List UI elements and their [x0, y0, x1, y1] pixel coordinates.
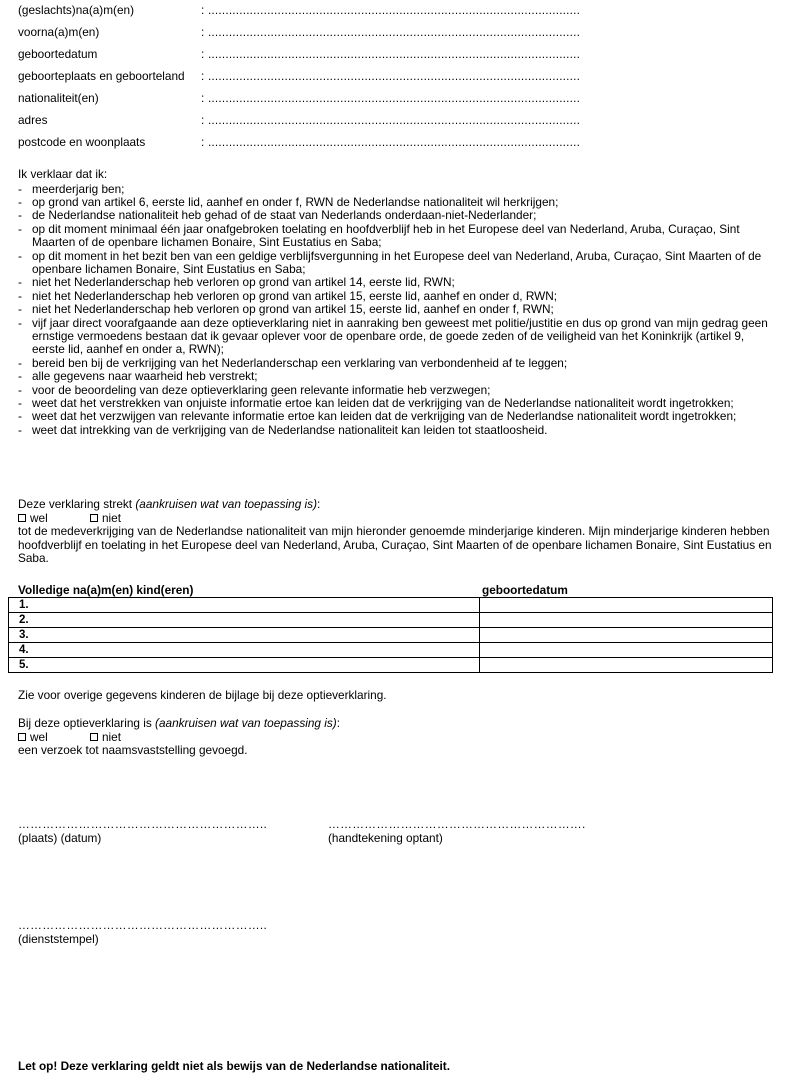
- option-wel[interactable]: wel: [18, 512, 90, 526]
- declaration-item: - niet het Nederlanderschap heb verloren op grond van artikel 14, eerste lid, RWN;: [18, 275, 455, 290]
- service-stamp-line[interactable]: ……………………………………………………..: [18, 918, 268, 932]
- field-label: nationaliteit(en): [18, 91, 99, 105]
- col-date-header: geboortedatum: [482, 583, 568, 597]
- child-date-cell[interactable]: [480, 658, 773, 673]
- service-stamp-label: (dienststempel): [18, 931, 99, 946]
- child-date-cell[interactable]: [480, 598, 773, 613]
- optant-signature-label: (handtekening optant): [328, 830, 443, 845]
- field-fill-line[interactable]: : ...........................................................................................................: [201, 47, 581, 61]
- field-label: voorna(a)m(en): [18, 25, 100, 39]
- bullet: -: [18, 369, 22, 384]
- field-label: geboortedatum: [18, 47, 98, 61]
- bullet: -: [18, 302, 22, 317]
- bullet: -: [18, 355, 22, 370]
- field-surname[interactable]: [18, 4, 778, 26]
- optant-signature-line[interactable]: ……………………………………………………….: [328, 817, 586, 831]
- declaration-item: - op dit moment in het bezit ben van een geldige verblijfsvergunning in het Europese deel van Nederland, Aruba, Curaçao, Sint Maarten of de openbare lichamen Bonaire, Sint Eustatius en Saba;: [18, 248, 762, 276]
- field-fill-line[interactable]: : ...........................................................................................................: [201, 135, 581, 149]
- declaration: [18, 168, 773, 437]
- children-scope: [18, 498, 778, 566]
- appendix-note: Zie voor overige gegevens kinderen de bijlage bij deze optieverklaring.: [18, 688, 387, 702]
- declaration-item: - meerderjarig ben;: [18, 181, 125, 196]
- bullet: -: [18, 194, 22, 209]
- table-row: [9, 643, 773, 658]
- table-row: [9, 628, 773, 643]
- bullet: -: [18, 221, 22, 236]
- declaration-title: Ik verklaar dat ik:: [18, 167, 108, 181]
- instruction-hint: (aankruisen wat van toepassing is): [155, 716, 337, 730]
- place-date-label: (plaats) (datum): [18, 830, 102, 845]
- field-address[interactable]: [18, 114, 778, 136]
- declaration-item: - niet het Nederlanderschap heb verloren op grond van artikel 15, eerste lid, aanhef en onder d, RWN;: [18, 288, 558, 303]
- child-date-cell[interactable]: [480, 628, 773, 643]
- child-name-cell[interactable]: 4.: [9, 643, 480, 658]
- field-nationality[interactable]: [18, 92, 778, 114]
- field-fill-line[interactable]: : ...........................................................................................................: [201, 3, 581, 17]
- field-label: (geslachts)na(a)m(en): [18, 3, 135, 17]
- instruction-hint: (aankruisen wat van toepassing is): [135, 497, 317, 511]
- declaration-item: - bereid ben bij de verkrijging van het Nederlanderschap een verklaring van verbondenheid af te leggen;: [18, 355, 568, 370]
- field-birth-date[interactable]: [18, 48, 778, 70]
- checkbox-icon[interactable]: [18, 514, 26, 522]
- field-fill-line[interactable]: : ...........................................................................................................: [201, 113, 581, 127]
- children-scope-heading: Deze verklaring strekt (aankruisen wat van toepassing is):: [18, 497, 321, 511]
- warning-note: Let op! Deze verklaring geldt niet als bewijs van de Nederlandse nationaliteit.: [18, 1059, 451, 1073]
- field-given-names[interactable]: [18, 26, 778, 48]
- declaration-list: [18, 183, 773, 438]
- child-name-cell[interactable]: 3.: [9, 628, 480, 643]
- checkbox-icon[interactable]: [90, 733, 98, 741]
- children-table: [8, 597, 773, 673]
- field-label: adres: [18, 113, 48, 127]
- declaration-item: - de Nederlandse nationaliteit heb gehad of de staat van Nederlands onderdaan-niet-Nederlander;: [18, 208, 537, 223]
- child-date-cell[interactable]: [480, 613, 773, 628]
- declaration-item: - op grond van artikel 6, eerste lid, aanhef en onder f, RWN de Nederlandse nationaliteit wil herkrijgen;: [18, 194, 559, 209]
- field-birth-place[interactable]: [18, 70, 778, 92]
- bullet: -: [18, 288, 22, 303]
- bullet: -: [18, 422, 22, 437]
- checkbox-icon[interactable]: [90, 514, 98, 522]
- field-label: geboorteplaats en geboorteland: [18, 69, 185, 83]
- child-name-cell[interactable]: 5.: [9, 658, 480, 673]
- option-niet[interactable]: niet: [90, 512, 121, 526]
- child-date-cell[interactable]: [480, 643, 773, 658]
- child-name-cell[interactable]: 1.: [9, 598, 480, 613]
- bullet: -: [18, 248, 22, 263]
- col-name-header: Volledige na(a)m(en) kind(eren): [18, 583, 194, 597]
- bullet: -: [18, 181, 22, 196]
- optant-signature-block: [328, 818, 586, 845]
- declaration-item: - op dit moment minimaal één jaar onafgebroken toelating en hoofdverblijf heb in het Europese deel van Nederland, Aruba, Curaçao, Sint Maarten of de openbare lichamen Bonaire, Sint Eustatius en Saba;: [18, 221, 740, 250]
- declaration-item: - weet dat het verzwijgen van relevante informatie ertoe kan leiden dat de verkrijging van de Nederlandse nationaliteit wordt ingetrokken;: [18, 409, 737, 424]
- children-table-header: [18, 584, 773, 598]
- declaration-item: - vijf jaar direct voorafgaande aan deze optieverklaring niet in aanraking ben geweest met politie/justitie en dus op grond van mijn gedrag geen ernstige vermoedens bestaan dat ik gevaar oplever voor de openbare orde, de goede zeden of de veiligheid van het Koninkrijk (artikel 9, eerste lid, aanhef en onder a, RWN);: [18, 315, 768, 357]
- field-label: postcode en woonplaats: [18, 135, 146, 149]
- field-fill-line[interactable]: : ...........................................................................................................: [201, 69, 581, 83]
- declaration-item: - voor de beoordeling van deze optieverklaring geen relevante informatie heb verzwegen;: [18, 382, 491, 397]
- bullet: -: [18, 382, 22, 397]
- children-scope-options: [18, 512, 778, 526]
- declaration-item: - niet het Nederlanderschap heb verloren op grond van artikel 15, eerste lid, aanhef en onder f, RWN;: [18, 302, 554, 317]
- child-name-cell[interactable]: 2.: [9, 613, 480, 628]
- children-scope-text: tot de medeverkrijging van de Nederlandse nationaliteit van mijn hieronder genoemde minderjarige kinderen. Mijn minderjarige kinderen hebben hoofdverblijf en toelating in het Europese deel van Nederland, Aruba, Curaçao, Sint Maarten of de openbare lichamen Bonaire, Sint Eustatius en Saba.: [18, 524, 772, 566]
- bullet: -: [18, 409, 22, 424]
- field-fill-line[interactable]: : ...........................................................................................................: [201, 25, 581, 39]
- bullet: -: [18, 275, 22, 290]
- naming-text: een verzoek tot naamsvaststelling gevoegd.: [18, 743, 248, 758]
- bullet: -: [18, 208, 22, 223]
- bullet: -: [18, 315, 22, 330]
- bullet: -: [18, 396, 22, 411]
- field-postcode-city[interactable]: [18, 136, 778, 158]
- table-row: [9, 598, 773, 613]
- declaration-item: - alle gegevens naar waarheid heb verstrekt;: [18, 369, 258, 384]
- place-date-signature-block: [18, 818, 267, 845]
- service-stamp-block: [18, 919, 267, 946]
- option-wel[interactable]: wel: [18, 731, 90, 745]
- naming-heading: Bij deze optieverklaring is (aankruisen wat van toepassing is):: [18, 716, 340, 730]
- table-row: [9, 658, 773, 673]
- checkbox-icon[interactable]: [18, 733, 26, 741]
- naming-options: [18, 731, 340, 745]
- table-row: [9, 613, 773, 628]
- personal-fields: [18, 4, 778, 158]
- place-date-line[interactable]: ……………………………………………………..: [18, 817, 268, 831]
- naming-request: [18, 717, 340, 758]
- declaration-item: - weet dat intrekking van de verkrijging van de Nederlandse nationaliteit kan leiden tot staatloosheid.: [18, 422, 548, 437]
- field-fill-line[interactable]: : ...........................................................................................................: [201, 91, 581, 105]
- declaration-item: - weet dat het verstrekken van onjuiste informatie ertoe kan leiden dat de verkrijging van de Nederlandse nationaliteit wordt ingetrokken;: [18, 396, 734, 411]
- option-niet[interactable]: niet: [90, 731, 121, 745]
